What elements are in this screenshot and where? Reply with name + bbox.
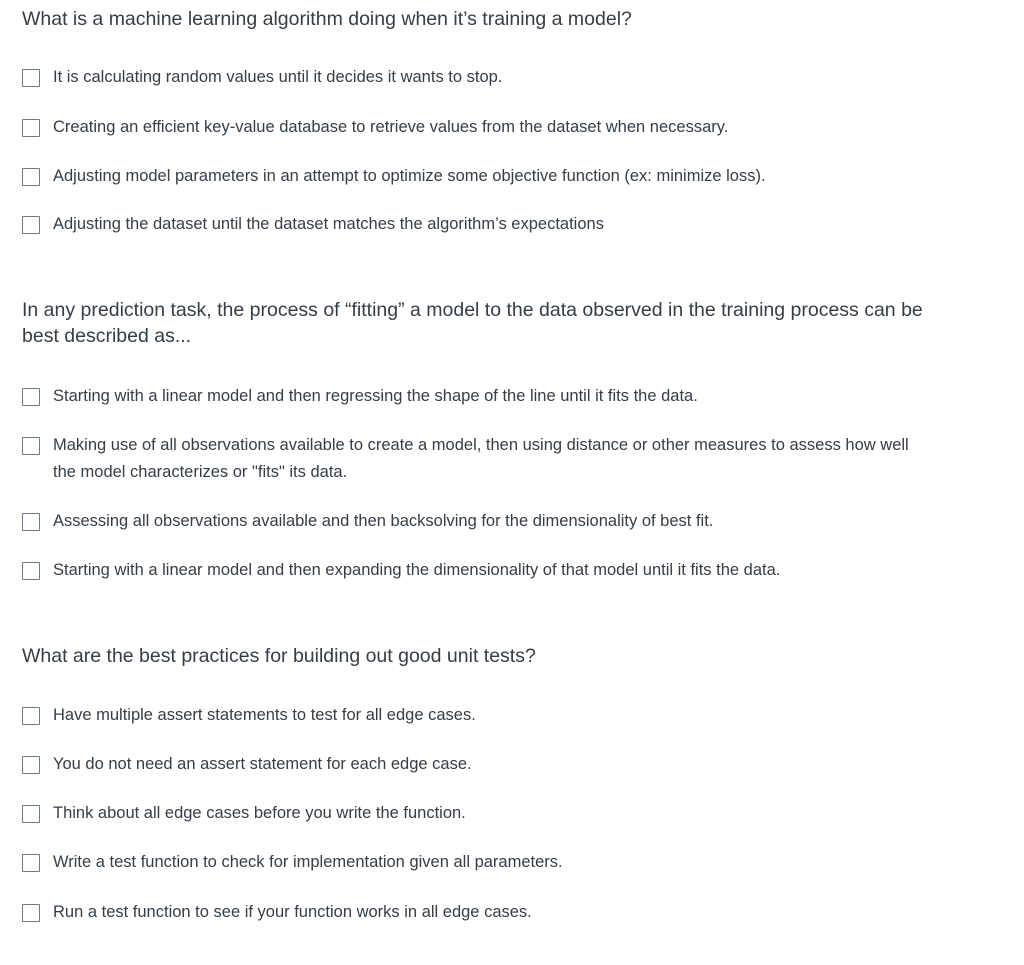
option-checkbox[interactable] [22,804,933,827]
checkbox-icon[interactable] [22,562,40,580]
question-title: What are the best practices for building out good unit tests? [22,645,536,667]
option-label: Starting with a linear model and then expanding the dimensionality of that model until it fits the data. [53,561,781,579]
option-label: You do not need an assert statement for each edge case. [53,755,472,773]
checkbox-icon[interactable] [22,388,40,406]
checkbox-icon[interactable] [22,707,40,725]
option-label: Have multiple assert statements to test for all edge cases. [53,706,476,724]
option-label: Write a test function to check for implementation given all parameters. [53,853,563,871]
question-title: What is a machine learning algorithm doing when it’s training a model? [22,8,632,30]
option-checkbox[interactable] [22,436,933,486]
question-3 [22,643,962,921]
option-label: Adjusting model parameters in an attempt to optimize some objective function (ex: minimize loss). [53,167,766,185]
option-checkbox[interactable] [22,706,933,729]
option-label: It is calculating random values until it decides it wants to stop. [53,68,503,86]
question-title: In any prediction task, the process of “fitting” a model to the data observed in the training process can be best described as... [22,299,923,347]
option-checkbox[interactable] [22,118,933,141]
option-checkbox[interactable] [22,755,933,778]
checkbox-icon[interactable] [22,119,40,137]
checkbox-icon[interactable] [22,513,40,531]
question-1 [22,6,962,233]
option-checkbox[interactable] [22,512,933,535]
checkbox-icon[interactable] [22,437,40,455]
option-checkbox[interactable] [22,167,933,190]
option-label: Creating an efficient key-value database to retrieve values from the dataset when necessary. [53,118,729,136]
option-label: Making use of all observations available to create a model, then using distance or other measures to assess how well the model characterizes or "fits" its data. [53,436,909,481]
checkbox-icon[interactable] [22,168,40,186]
option-checkbox[interactable] [22,903,933,926]
checkbox-icon[interactable] [22,756,40,774]
option-label: Think about all edge cases before you write the function. [53,804,466,822]
checkbox-icon[interactable] [22,69,40,87]
option-checkbox[interactable] [22,215,933,238]
option-label: Run a test function to see if your function works in all edge cases. [53,903,532,921]
option-label: Assessing all observations available and then backsolving for the dimensionality of best fit. [53,512,714,530]
option-checkbox[interactable] [22,68,933,91]
checkbox-icon[interactable] [22,216,40,234]
checkbox-icon[interactable] [22,805,40,823]
option-checkbox[interactable] [22,853,933,876]
option-label: Starting with a linear model and then regressing the shape of the line until it fits the data. [53,387,698,405]
checkbox-icon[interactable] [22,854,40,872]
question-2 [22,297,962,579]
checkbox-icon[interactable] [22,904,40,922]
option-label: Adjusting the dataset until the dataset matches the algorithm’s expectations [53,215,604,233]
option-checkbox[interactable] [22,387,933,410]
option-checkbox[interactable] [22,561,933,584]
